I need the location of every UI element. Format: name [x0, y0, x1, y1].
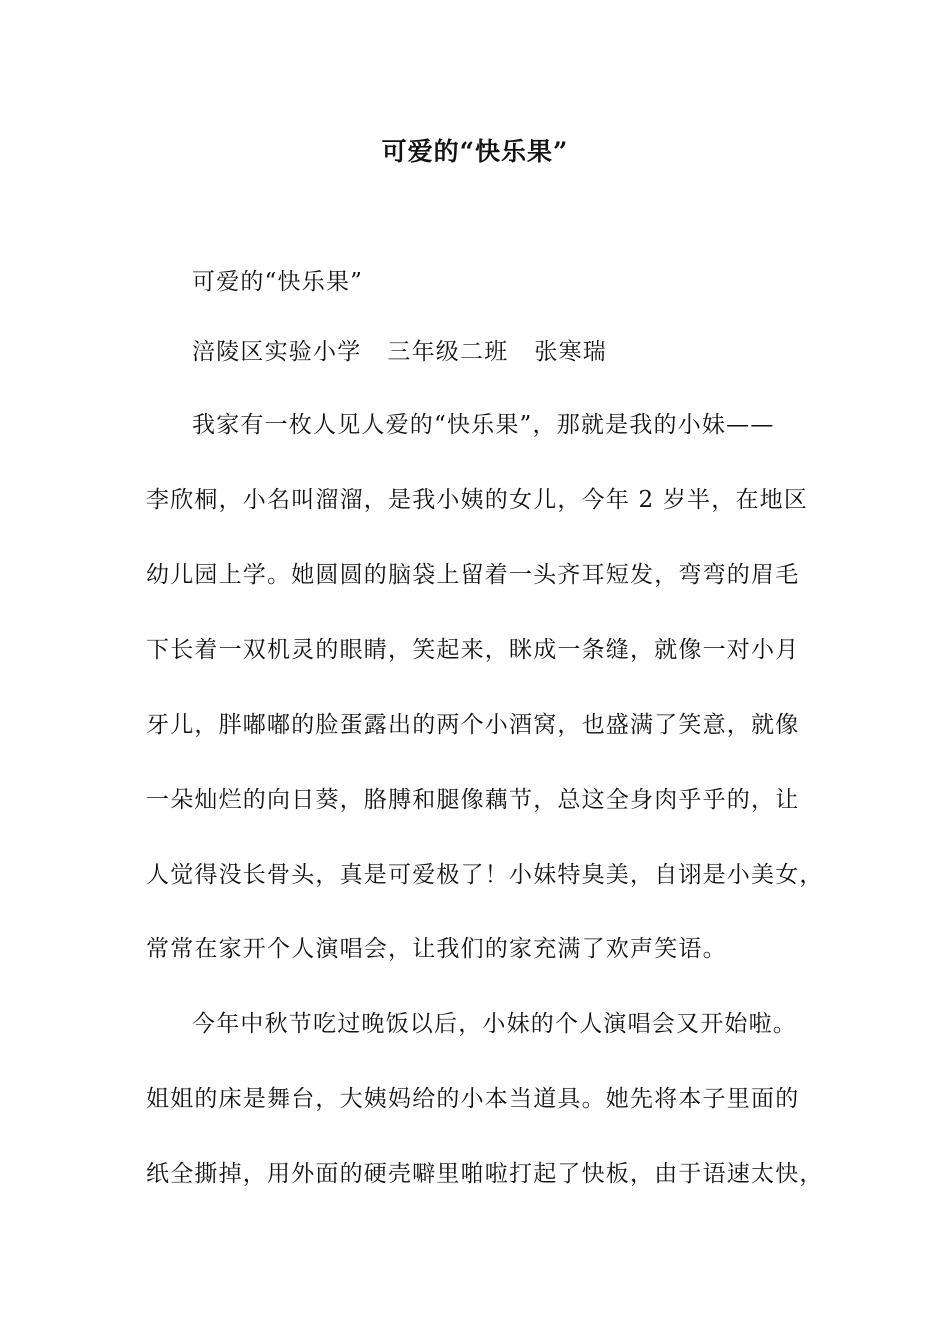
body-line: 人觉得没长骨头，真是可爱极了！小妹特臭美，自诩是小美女， [146, 862, 824, 888]
author-line [192, 332, 607, 372]
body-line: 常常在家开个人演唱会，让我们的家充满了欢声笑语。 [146, 936, 727, 962]
subtitle: 可爱的“快乐果” [192, 269, 364, 295]
body-line: 幼儿园上学。她圆圆的脑袋上留着一头齐耳短发，弯弯的眉毛 [146, 562, 800, 588]
author-name: 张寒瑞 [534, 339, 608, 365]
body-line: 下长着一双机灵的眼睛，笑起来，眯成一条缝，就像一对小月 [146, 637, 800, 663]
author-class: 三年级二班 [387, 339, 509, 365]
body-line: 姐姐的床是舞台，大姨妈给的小本当道具。她先将本子里面的 [146, 1086, 800, 1112]
body-line: 一朵灿烂的向日葵，胳膊和腿像藕节，总这全身肉乎乎的，让 [146, 787, 800, 813]
author-school: 涪陵区实验小学 [192, 339, 362, 365]
body-line: 我家有一枚人见人爱的“快乐果”，那就是我的小妹—— [192, 412, 775, 438]
body-line: 纸全撕掉，用外面的硬壳噼里啪啦打起了快板，由于语速太快， [146, 1161, 824, 1187]
body-line: 牙儿，胖嘟嘟的脸蛋露出的两个小酒窝，也盛满了笑意，就像 [146, 712, 800, 738]
body-line: 今年中秋节吃过晚饭以后，小妹的个人演唱会又开始啦。 [192, 1011, 797, 1037]
body-line: 李欣桐，小名叫溜溜，是我小姨的女儿，今年 2 岁半，在地区 [146, 487, 809, 513]
document-title: 可爱的“快乐果” [381, 137, 569, 166]
